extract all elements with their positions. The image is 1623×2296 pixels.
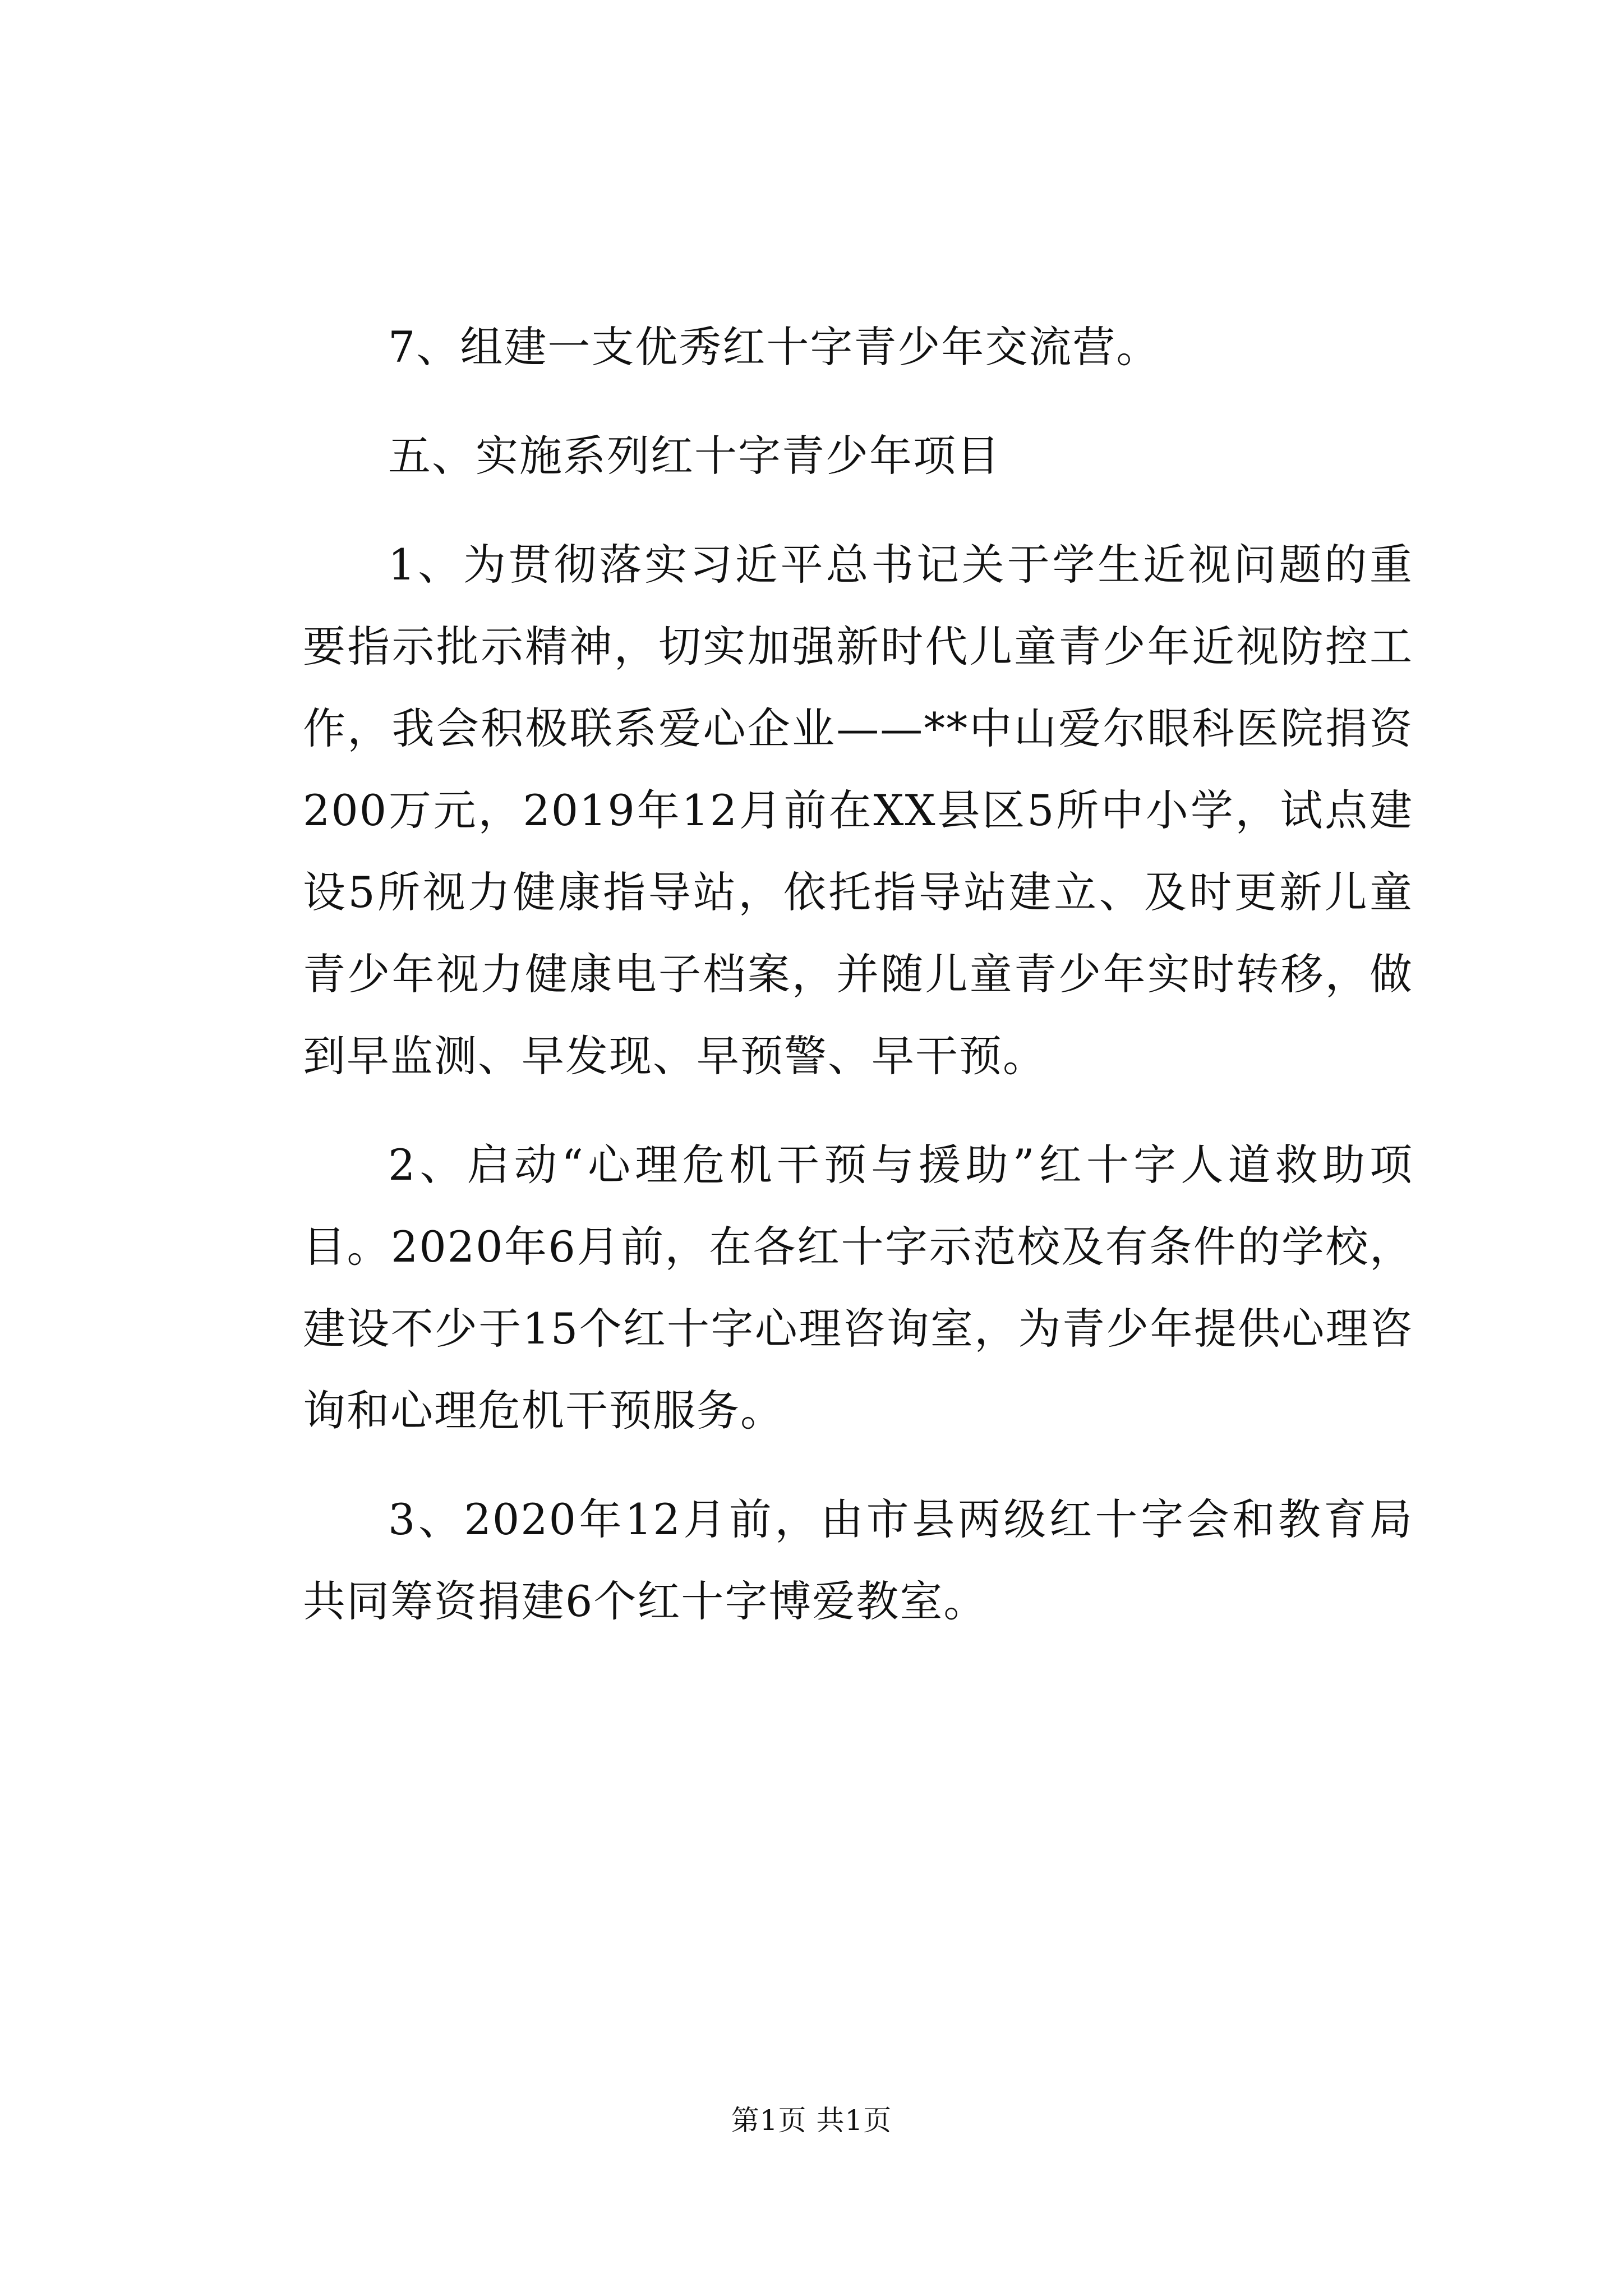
page-footer: 第1页 共1页 [731,2104,892,2137]
paragraph-project-3: 3、2020年12月前，由市县两级红十字会和教育局共同筹资捐建6个红十字博爱教室。 [303,1494,1413,1626]
paragraph-project-1: 1、为贯彻落实习近平总书记关于学生近视问题的重要指示批示精神，切实加强新时代儿童青少年近视防控工作，我会积极联系爱心企业——**中山爱尔眼科医院捐资200万元，2019年12月前在XX县区5所中小学，试点建设5所视力健康指导站，依托指导站建立、及时更新儿童青少年视力健康电子档案，并随儿童青少年实时转移，做到早监测、早发现、早预警、早干预。 [303,540,1413,1081]
paragraph-item-7: 7、组建一支优秀红十字青少年交流营。 [388,322,1160,372]
section-heading-five: 五、实施系列红十字青少年项目 [388,431,1000,481]
paragraph-project-2: 2、启动“心理危机干预与援助”红十字人道救助项目。2020年6月前，在各红十字示范校及有条件的学校，建设不少于15个红十字心理咨询室，为青少年提供心理咨询和心理危机干预服务。 [303,1140,1413,1435]
document-body [303,306,1413,1642]
